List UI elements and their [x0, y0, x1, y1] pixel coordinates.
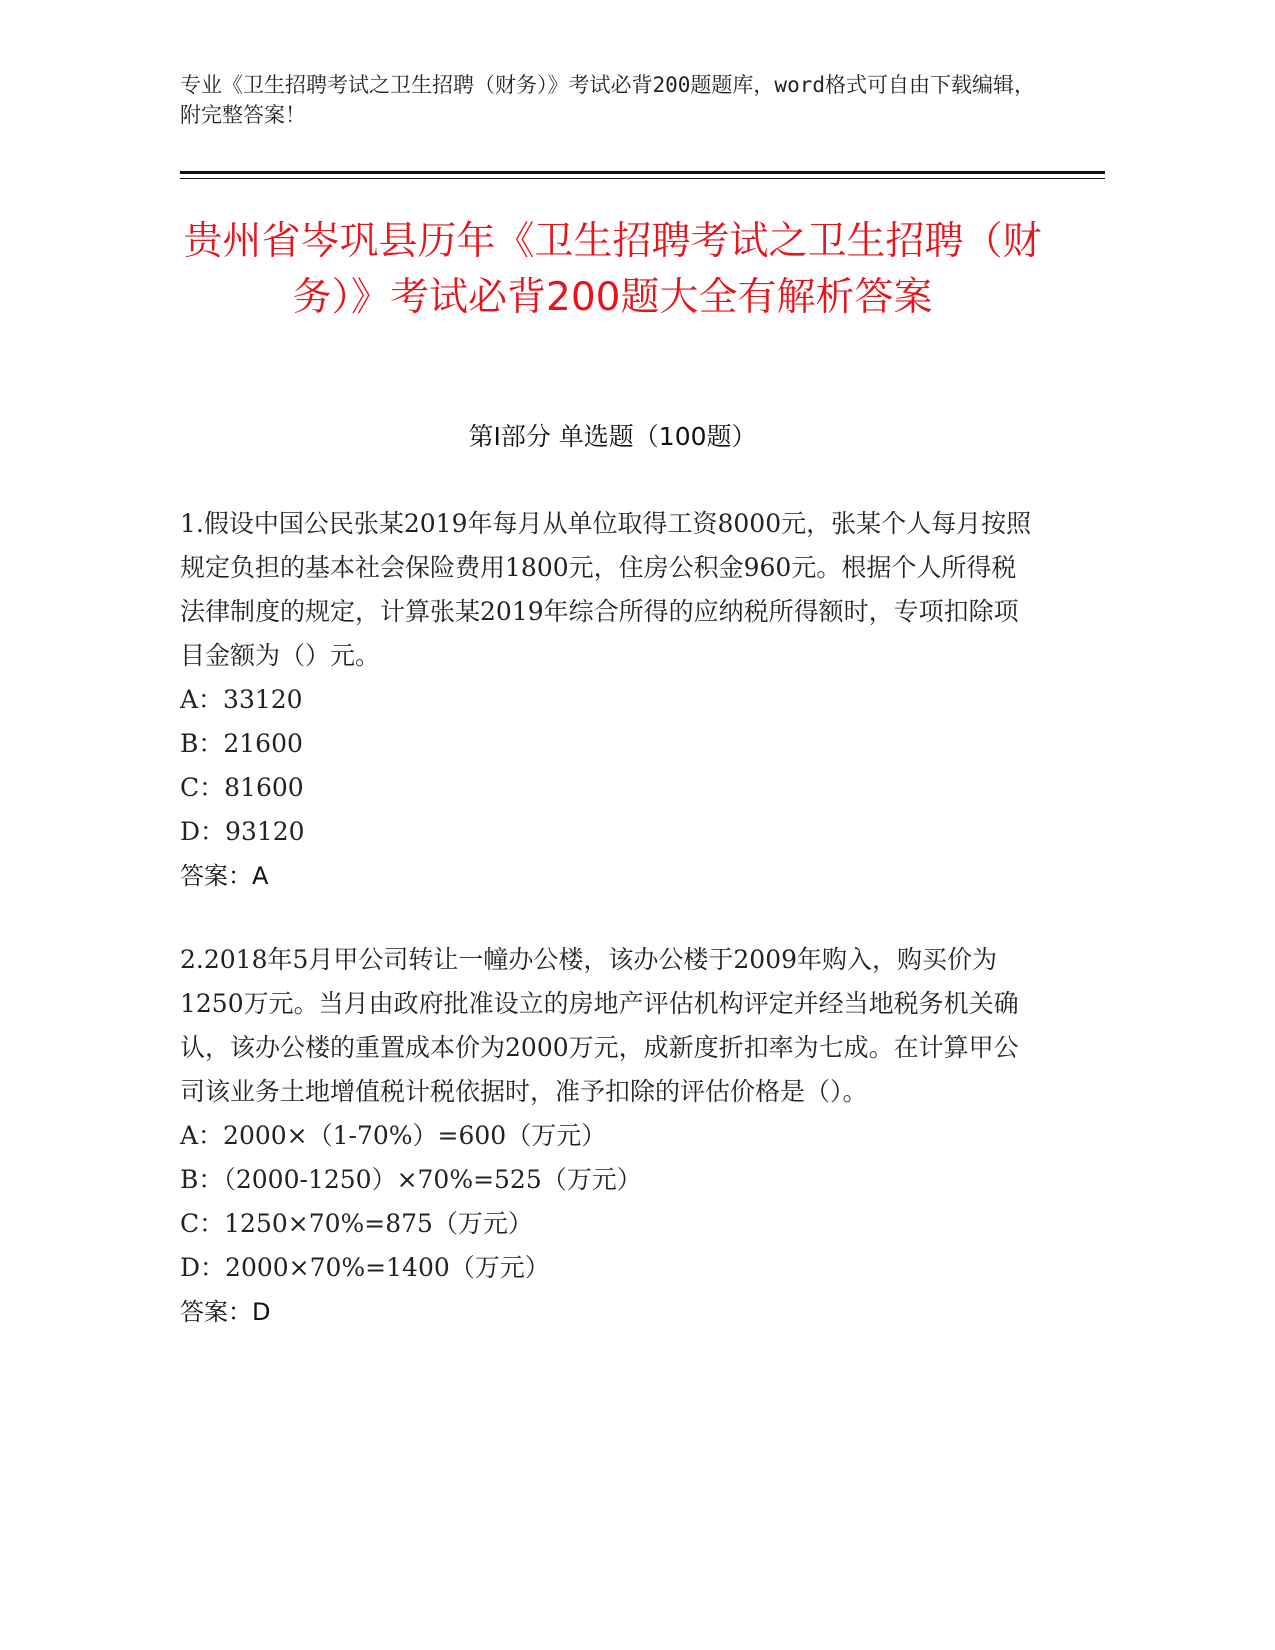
option-d: D：93120 [180, 817, 305, 846]
option-c: C：1250×70%=875（万元） [180, 1209, 533, 1238]
document-title: 贵州省岑巩县历年《卫生招聘考试之卫生招聘（财务）》考试必背200题大全有解析答案 [183, 219, 1042, 320]
header-divider-thick [180, 171, 1105, 174]
option-c: C：81600 [180, 773, 304, 802]
header-divider-thin [180, 178, 1105, 179]
question-1 [180, 502, 1040, 898]
option-a: A：2000×（1-70%）=600（万元） [180, 1121, 607, 1150]
option-a: A：33120 [180, 685, 303, 714]
option-b: B：（2000-1250）×70%=525（万元） [180, 1165, 642, 1194]
answer-label: 答案：D [180, 1298, 271, 1326]
section-heading: 第Ⅰ部分 单选题（100题） [468, 422, 757, 451]
option-b: B：21600 [180, 729, 303, 758]
option-d: D：2000×70%=1400（万元） [180, 1253, 550, 1282]
question-2 [180, 938, 1040, 1334]
question-stem: 2.2018年5月甲公司转让一幢办公楼，该办公楼于2009年购入，购买价为1250万元。当月由政府批准设立的房地产评估机构评定并经当地税务机关确认，该办公楼的重置成本价为2000万元，成新度折扣率为七成。在计算甲公司该业务土地增值税计税依据时，准予扣除的评估价格是（）。 [180, 945, 1019, 1106]
question-stem: 1.假设中国公民张某2019年每月从单位取得工资8000元，张某个人每月按照规定负担的基本社会保险费用1800元，住房公积金960元。根据个人所得税法律制度的规定，计算张某2019年综合所得的应纳税所得额时，专项扣除项目金额为（）元。 [180, 509, 1032, 670]
header-note: 专业《卫生招聘考试之卫生招聘（财务）》考试必背200题题库，word格式可自由下载编辑，附完整答案！ [180, 73, 1035, 127]
answer-label: 答案：A [180, 862, 269, 890]
